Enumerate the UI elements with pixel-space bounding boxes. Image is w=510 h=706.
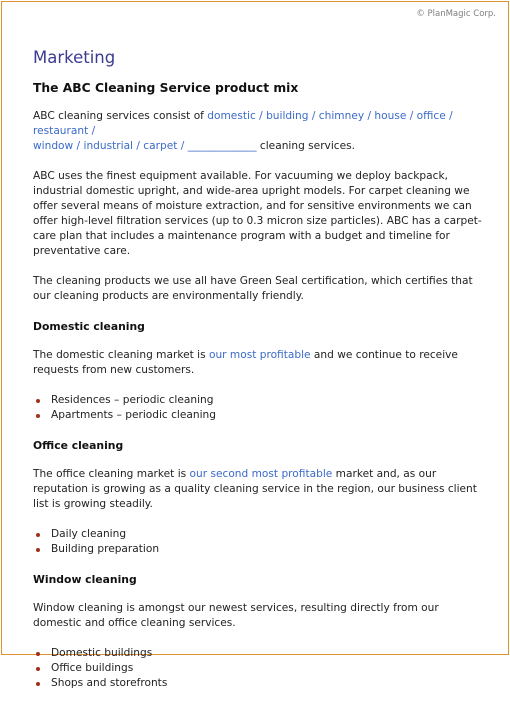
list-item: Building preparation (33, 542, 490, 557)
domestic-paragraph (33, 348, 490, 378)
domestic-text-prefix: The domestic cleaning market is (33, 349, 209, 361)
section-title: Marketing (33, 48, 116, 67)
window-list (33, 646, 490, 691)
window-heading: Window cleaning (33, 573, 137, 586)
window-paragraph: Window cleaning is amongst our newest services, resulting directly from our domestic and office cleaning services. (33, 602, 439, 629)
intro-suffix: cleaning services. (256, 140, 355, 152)
domestic-highlight: our most profitable (208, 349, 311, 361)
domestic-text-suffix: and we continue to receive requests from new customers. (33, 349, 458, 376)
list-item: Shops and storefronts (33, 676, 490, 691)
office-paragraph (33, 467, 490, 512)
fill-in-blank: _____________ (187, 140, 257, 152)
domestic-heading: Domestic cleaning (33, 320, 145, 333)
service-options-line-1: domestic / building / chimney / house / office / restaurant / (33, 110, 453, 137)
office-text-suffix: market and, as our reputation is growing as a quality cleaning service in the region, our business client list is growing steadily. (33, 468, 477, 510)
copyright-notice: © PlanMagic Corp. (416, 9, 496, 19)
products-paragraph: The cleaning products we use all have Green Seal certification, which certifies that our cleaning products are environmentally friendly. (33, 275, 473, 302)
office-highlight: our second most profitable (189, 468, 333, 480)
list-item: Apartments – periodic cleaning (33, 408, 490, 423)
document-title: The ABC Cleaning Service product mix (33, 81, 299, 95)
document-page (1, 1, 509, 689)
list-item: Office buildings (33, 661, 490, 676)
domestic-list (33, 393, 490, 423)
intro-paragraph (33, 109, 490, 154)
list-item: Daily cleaning (33, 527, 490, 542)
office-list (33, 527, 490, 557)
equipment-paragraph: ABC uses the finest equipment available. For vacuuming we deploy backpack, industrial domestic upright, and wide-area upright models. For carpet cleaning we offer several means of moisture extraction, and for sensitive environments we can offer high-level filtration services (up to 0.3 micron size particles). ABC has a carpet-care plan that includes a maintenance program with a budget and timeline for preventative care. (33, 170, 482, 257)
office-text-prefix: The office cleaning market is (33, 468, 190, 480)
document-content (33, 50, 490, 706)
office-heading: Office cleaning (33, 439, 124, 452)
list-item: Domestic buildings (33, 646, 490, 661)
service-options-line-2: window / industrial / carpet / (33, 140, 188, 152)
list-item: Residences – periodic cleaning (33, 393, 490, 408)
intro-prefix: ABC cleaning services consist of (33, 110, 208, 122)
